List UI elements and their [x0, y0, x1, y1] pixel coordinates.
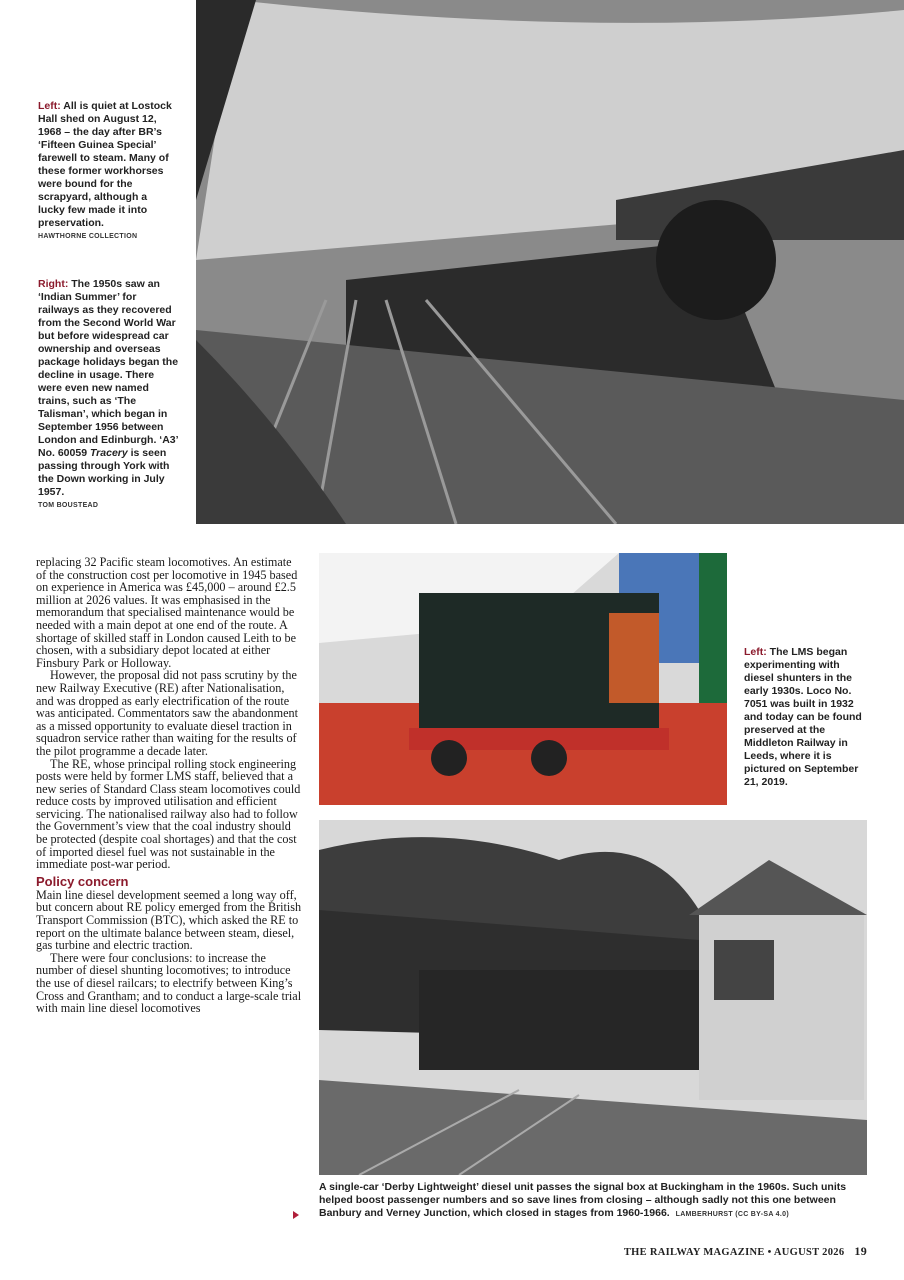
continue-arrow-icon [293, 1211, 299, 1219]
body-paragraph: However, the proposal did not pass scrutiny by the new Railway Executive (RE) after Nationalisation, and was dropped as early electrification of the route was anticipated. Commentators saw the abandonment as a missed opportunity to evaluate diesel traction in squadron service rather than waiting for the results of the pilot programme a decade later. [36, 668, 298, 758]
caption-lms-shunter [744, 646, 868, 789]
body-paragraph: replacing 32 Pacific steam locomotives. An estimate of the construction cost per locomotive in 1945 based on experience in America was £45,000 – around £2.5 million at 2026 values. It was emphasised in the memorandum that specialised maintenance would be needed with a main depot at one end of the route. A shortage of skilled staff in London caused Leith to be chosen, with a subsidiary depot located at either Finsbury Park or Holloway. [36, 555, 298, 670]
caption-text: The LMS began experimenting with diesel shunters in the early 1930s. Loco No. 7051 was built in 1932 and today can be found preserved at the Middleton Railway in Leeds, where it is pictured on September 21, 2019. [744, 646, 862, 788]
caption-text: The 1950s saw an ‘Indian Summer’ for railways as they recovered from the Second World War but before widespread car ownership and overseas package holidays began the decline in usage. There were even new named trains, such as ‘The Talisman’, which began in September 1956 between London and Edinburgh. ‘A3’ No. 60059 [38, 278, 179, 459]
caption-derby-lightweight [319, 1181, 867, 1220]
caption-lead-left: Left: [38, 100, 61, 112]
caption-loco-name: Tracery [89, 447, 128, 459]
caption-lead-right: Right: [38, 278, 69, 290]
photo-credit: LAMBERHURST (CC BY-SA 4.0) [675, 1211, 789, 1218]
page-footer [624, 1244, 867, 1259]
magazine-name-date: THE RAILWAY MAGAZINE • AUGUST 2026 [623, 1247, 845, 1258]
body-paragraph: Main line diesel development seemed a long way off, but concern about RE policy emerged from the British Transport Commission (BTC), which asked the RE to report on the ultimate balance between steam, diesel, gas turbine and electric traction. [36, 887, 302, 953]
caption-lead-left: Left: [744, 646, 767, 658]
photo-buckingham-signal-box [319, 820, 867, 1175]
caption-text-cont: is seen passing through York with the Down working in July 1957. [38, 447, 170, 498]
photo-york-a3-tracery [196, 0, 904, 524]
body-paragraph: The RE, whose principal rolling stock engineering posts were held by former LMS staff, believed that a new series of Standard Class steam locomotives could reduce costs by improved utilisation and efficient servicing. The nationalised railway also had to follow the Government’s view that the coal industry should be protected (despite coal shortages) and that the cost of imported diesel fuel was not sustainable in the immediate post-war period. [36, 756, 301, 872]
section-heading: Policy concern [36, 873, 129, 889]
caption-text: All is quiet at Lostock Hall shed on August 12, 1968 – the day after BR’s ‘Fifteen Guinea Special’ farewell to steam. Many of these former workhorses were bound for the scrapyard, although a lucky few made it into preservation. [38, 100, 172, 229]
photo-diesel-shunter-7051 [319, 553, 727, 805]
photo-buckingham-illustration [319, 820, 867, 1175]
photo-credit: HAWTHORNE COLLECTION [38, 233, 138, 240]
photo-shunter-illustration [319, 553, 727, 805]
photo-credit: TOM BOUSTEAD [38, 502, 99, 509]
page-number: 19 [854, 1244, 867, 1258]
caption-the-talisman [38, 278, 180, 511]
body-paragraph: There were four conclusions: to increase the number of diesel shunting locomotives; to introduce the use of diesel railcars; to electrify between King’s Cross and Grantham; and to conduct a large-scale trial with main line diesel locomotives [36, 950, 302, 1016]
photo-york-illustration [196, 0, 904, 524]
caption-text: A single-car ‘Derby Lightweight’ diesel unit passes the signal box at Buckingham in the 1960s. Such units helped boost passenger numbers and so save lines from closing – although sadly not this one between Banbury and Verney Junction, which closed in stages from 1960-1966. [319, 1181, 847, 1219]
article-body-column [36, 556, 304, 1015]
caption-lostock-hall [38, 100, 174, 242]
